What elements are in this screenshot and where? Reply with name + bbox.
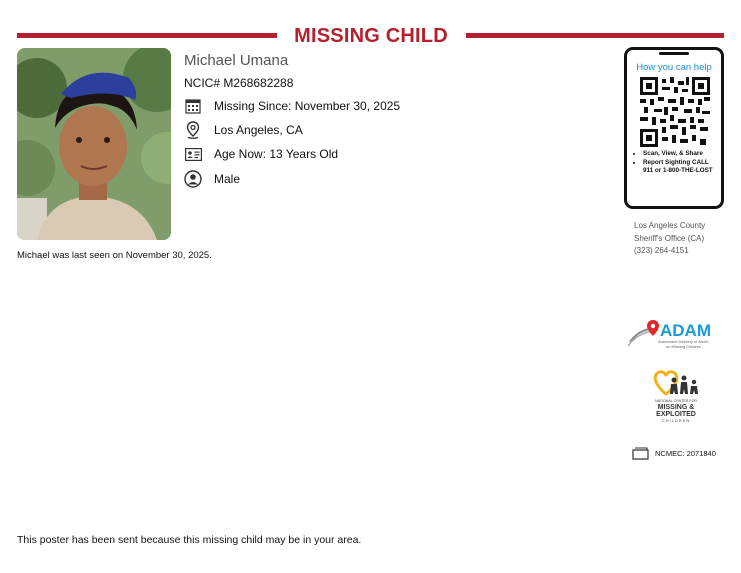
- help-bullet-report: • Report Sighting CALL 911 or 1-800-THE-LOST: [643, 159, 717, 175]
- location-pin-icon: [184, 121, 202, 139]
- child-photo: [17, 48, 171, 240]
- ncmec-line4: CHILDREN: [661, 418, 691, 423]
- header-rule-left: [17, 33, 277, 38]
- ncmec-logo: [648, 368, 704, 428]
- person-icon: [184, 170, 202, 188]
- ncmec-line2: MISSING &: [657, 404, 695, 411]
- header-rule-right: [466, 33, 724, 38]
- sex-row: [184, 170, 241, 188]
- agency-name-line1: Los Angeles County: [634, 221, 706, 230]
- agency-block: [634, 220, 705, 258]
- help-heading: How you can help: [636, 62, 712, 73]
- age-row: [184, 145, 339, 163]
- folder-icon: [632, 447, 649, 460]
- footer-note: This poster has been sent because this missing child may be in your area.: [17, 534, 362, 546]
- adam-title: ADAM: [660, 321, 711, 340]
- agency-name-line2: Sheriff's Office (CA): [634, 233, 705, 243]
- agency-phone[interactable]: (323) 264-4151: [634, 246, 689, 255]
- ncmec-line3: EXPLOITED: [656, 411, 696, 418]
- location-row: [184, 121, 303, 139]
- adam-logo: [628, 318, 720, 352]
- id-card-icon: [184, 145, 202, 163]
- ncmec-line1: NATIONAL CENTER FOR: [655, 399, 697, 403]
- qr-code[interactable]: [640, 77, 710, 147]
- ncic-number: NCIC# M268682288: [184, 76, 294, 90]
- missing-since-text: Missing Since: November 30, 2025: [214, 99, 401, 113]
- help-bullets: [631, 150, 717, 176]
- poster-title: MISSING CHILD: [294, 25, 448, 47]
- narrative-text: Michael was last seen on November 30, 2025.: [17, 250, 212, 261]
- case-number: NCMEC: 2071840: [655, 448, 716, 458]
- phone-notch: [659, 52, 689, 55]
- location-text: Los Angeles, CA: [214, 123, 303, 137]
- adam-subtitle-1: Automated Delivery of Alerts: [658, 339, 709, 344]
- help-panel: [624, 47, 724, 209]
- age-now-text: Age Now: 13 Years Old: [214, 147, 339, 161]
- sex-text: Male: [214, 172, 241, 186]
- child-name: Michael Umana: [184, 52, 289, 69]
- help-bullet-share: • Scan, View, & Share: [643, 150, 717, 158]
- calendar-icon: [184, 97, 202, 115]
- case-number-row: [632, 446, 716, 460]
- adam-subtitle-2: on Missing Children: [666, 344, 702, 349]
- missing-since-row: [184, 97, 401, 115]
- child-photo-illustration: [17, 48, 171, 240]
